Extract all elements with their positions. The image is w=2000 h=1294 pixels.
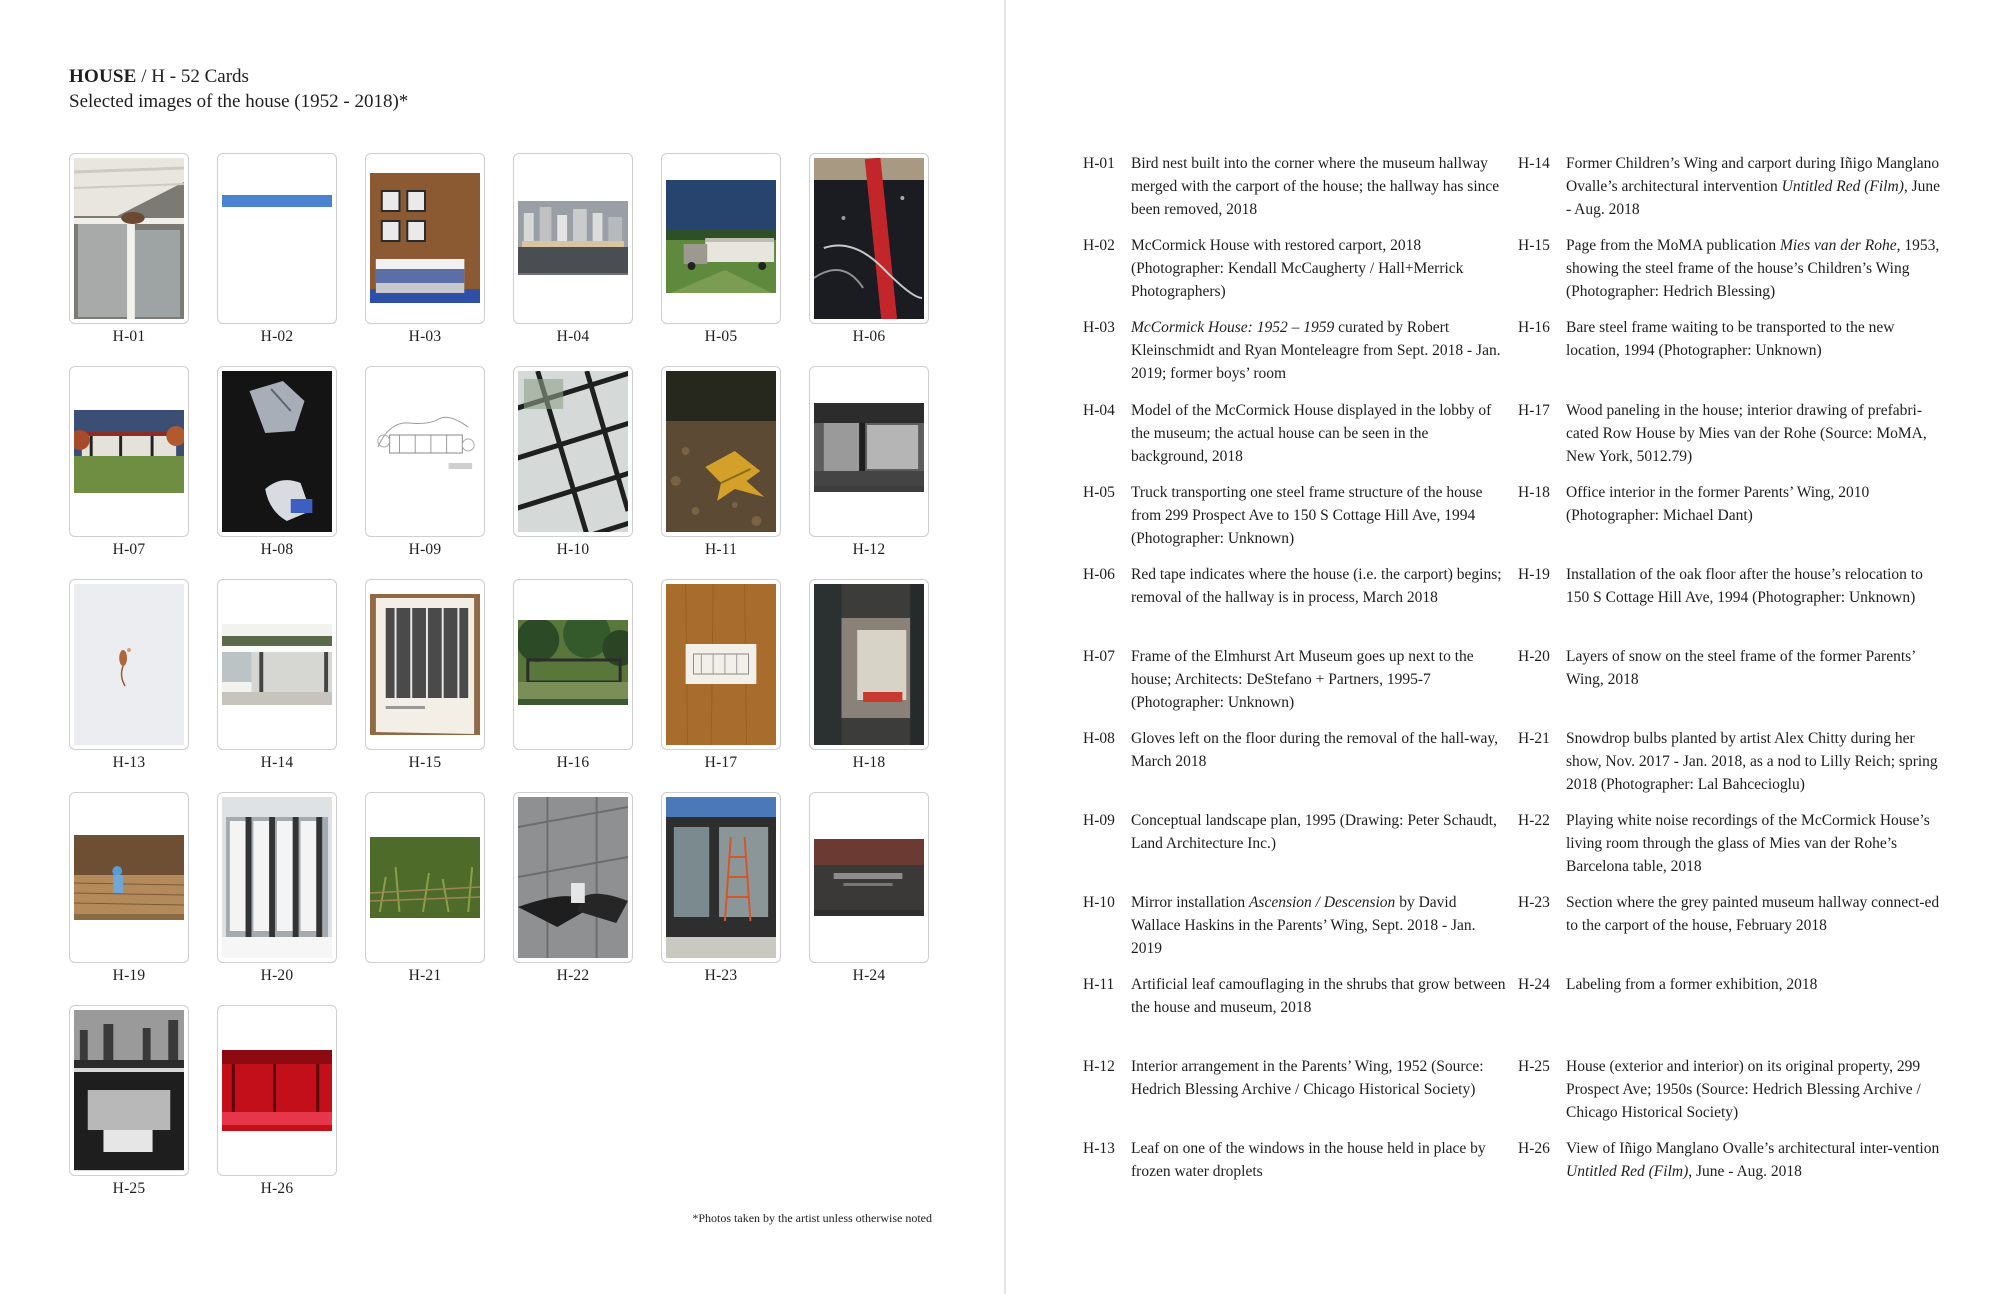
untitled-red-photo [222, 1050, 332, 1131]
caption-text [1566, 399, 1942, 468]
photo-card-h-17 [661, 579, 781, 750]
photo-card-h-25 [69, 1005, 189, 1176]
caption-text-run: McCormick House with restored carport, 2018 (Photographer: Kendall McCaugherty / Hall+Merrick Photographers) [1131, 237, 1464, 300]
caption-text [1131, 891, 1507, 960]
bw-exterior-interior-photo [74, 1010, 184, 1171]
caption-text-run: Interior arrangement in the Parents’ Wing, 1952 (Source: Hedrich Blessing Archive / Chicago Historical Society) [1131, 1058, 1484, 1098]
photo-card-h-02 [217, 153, 337, 324]
photo-card-h-13 [69, 579, 189, 750]
caption-text [1566, 563, 1942, 609]
caption-code: H-25 [1518, 1058, 1550, 1075]
card-label: H-15 [408, 754, 442, 771]
card-label: H-05 [704, 328, 738, 345]
caption-entry-h-13 [1083, 1137, 1507, 1183]
caption-text [1566, 152, 1942, 221]
caption-entry-h-09 [1083, 809, 1507, 855]
card-label: H-16 [556, 754, 590, 771]
photo-card-h-26 [217, 1005, 337, 1176]
caption-entry-h-26 [1518, 1137, 1942, 1183]
caption-entry-h-04 [1083, 399, 1507, 468]
caption-text [1566, 1137, 1942, 1183]
photo-card-h-04 [513, 153, 633, 324]
landscape-drawing-photo [370, 371, 480, 532]
card-label: H-07 [112, 541, 146, 558]
office-interior-photo [814, 584, 924, 745]
card-label: H-12 [852, 541, 886, 558]
caption-entry-h-18 [1518, 481, 1942, 527]
boys-room-bed-photo [370, 173, 480, 303]
caption-text [1566, 727, 1942, 796]
gloves-floor-photo [222, 371, 332, 532]
photo-card-h-07 [69, 366, 189, 537]
caption-code: H-06 [1083, 566, 1115, 583]
caption-code: H-08 [1083, 730, 1115, 747]
caption-code: H-03 [1083, 319, 1115, 336]
eave-corner-nest-photo [74, 158, 184, 319]
caption-code: H-05 [1083, 484, 1115, 501]
caption-entry-h-21 [1518, 727, 1942, 796]
truck-transport-photo [666, 180, 776, 293]
page-gutter [1004, 0, 1006, 1294]
caption-code: H-10 [1083, 894, 1115, 911]
caption-code: H-01 [1083, 155, 1115, 172]
caption-text-run: Gloves left on the floor during the removal of the hall-way, March 2018 [1131, 730, 1499, 770]
caption-entry-h-10 [1083, 891, 1507, 960]
photo-card-h-23 [661, 792, 781, 963]
caption-code: H-07 [1083, 648, 1115, 665]
caption-text [1131, 481, 1507, 550]
photo-card-h-21 [365, 792, 485, 963]
series-count: / H - 52 Cards [136, 66, 249, 87]
oak-floor-install-photo [74, 835, 184, 920]
caption-entry-h-14 [1518, 152, 1942, 221]
caption-text-run: Bird nest built into the corner where the museum hallway merged with the carport of the house; the hallway has since been removed, 2018 [1131, 155, 1500, 218]
card-label: H-10 [556, 541, 590, 558]
caption-text-run: , June - Aug. 2018 [1566, 178, 1941, 218]
caption-text-run: Artificial leaf camouflaging in the shrubs that grow between the house and museum, 2018 [1131, 976, 1506, 1016]
caption-text-run: Playing white noise recordings of the McCormick House’s living room through the glass of Mies van der Rohe’s Barcelona table, 2018 [1566, 812, 1930, 875]
caption-text-run: curated by Robert Kleinschmidt and Ryan Monteleagre from Sept. 2018 - Jan. 2019; former boys’ room [1131, 319, 1501, 382]
red-tape-floor-photo [814, 158, 924, 319]
caption-title-italic: Untitled Red (Film) [1781, 178, 1904, 195]
photo-card-h-19 [69, 792, 189, 963]
caption-code: H-18 [1518, 484, 1550, 501]
card-label: H-21 [408, 967, 442, 984]
caption-text-run: Truck transporting one steel frame structure of the house from 299 Prospect Ave to 150 S Cottage Hill Ave, 1994 (Photographer: Unknown) [1131, 484, 1483, 547]
caption-text [1566, 316, 1942, 362]
photo-card-h-10 [513, 366, 633, 537]
photo-card-h-24 [809, 792, 929, 963]
page-subtitle: Selected images of the house (1952 - 2018)* [69, 91, 409, 112]
page-heading [69, 64, 408, 114]
card-label: H-03 [408, 328, 442, 345]
caption-code: H-04 [1083, 402, 1115, 419]
caption-entry-h-16 [1518, 316, 1942, 362]
caption-entry-h-08 [1083, 727, 1507, 773]
caption-title-italic: Mies van der Rohe [1779, 237, 1897, 254]
caption-text [1131, 234, 1507, 303]
caption-entry-h-24 [1518, 973, 1942, 996]
card-label: H-22 [556, 967, 590, 984]
caption-entry-h-17 [1518, 399, 1942, 468]
caption-text [1131, 152, 1507, 221]
caption-code: H-16 [1518, 319, 1550, 336]
caption-text [1131, 1137, 1507, 1183]
photo-card-h-08 [217, 366, 337, 537]
card-label: H-09 [408, 541, 442, 558]
photo-card-h-09 [365, 366, 485, 537]
photo-card-h-03 [365, 153, 485, 324]
photo-card-h-22 [513, 792, 633, 963]
caption-text [1566, 481, 1942, 527]
caption-entry-h-25 [1518, 1055, 1942, 1124]
moma-book-page-photo [370, 594, 480, 735]
caption-text-run: by David Wallace Haskins in the Parents’ Wing, Sept. 2018 - Jan. 2019 [1131, 894, 1476, 957]
caption-text [1566, 1055, 1942, 1124]
caption-text [1566, 809, 1942, 878]
caption-text-run: Model of the McCormick House displayed in the lobby of the museum; the actual house can be seen in the background, 2018 [1131, 402, 1492, 465]
caption-code: H-19 [1518, 566, 1550, 583]
caption-code: H-13 [1083, 1140, 1115, 1157]
caption-text [1131, 563, 1507, 609]
caption-code: H-24 [1518, 976, 1550, 993]
childrens-wing-photo [222, 624, 332, 705]
photo-card-h-05 [661, 153, 781, 324]
hands-glass-reflection-photo [518, 797, 628, 958]
card-label: H-11 [704, 541, 738, 558]
card-label: H-01 [112, 328, 146, 345]
photo-card-h-01 [69, 153, 189, 324]
caption-text-run: Frame of the Elmhurst Art Museum goes up next to the house; Architects: DeStefano + Partners, 1995-7 (Photographer: Unknown) [1131, 648, 1474, 711]
card-label: H-08 [260, 541, 294, 558]
photo-card-h-14 [217, 579, 337, 750]
caption-code: H-14 [1518, 155, 1550, 172]
photo-card-h-11 [661, 366, 781, 537]
caption-text-run: Red tape indicates where the house (i.e. the carport) begins; removal of the hallway is in process, March 2018 [1131, 566, 1502, 606]
caption-title-italic: McCormick House: 1952 – 1959 [1131, 319, 1335, 336]
snowdrop-grass-photo [370, 837, 480, 918]
caption-text-run: Leaf on one of the windows in the house held in place by frozen water droplets [1131, 1140, 1486, 1180]
caption-text-run: Snowdrop bulbs planted by artist Alex Chitty during her show, Nov. 2017 - Jan. 2018, as a nod to Lilly Reich; spring 2018 (Photographer: Lal Bahcecioglu) [1566, 730, 1938, 793]
caption-text-run: Section where the grey painted museum hallway connect-ed to the carport of the house, February 2018 [1566, 894, 1940, 934]
card-grid [69, 153, 933, 1213]
caption-text [1566, 891, 1942, 937]
caption-entry-h-15 [1518, 234, 1942, 303]
card-label: H-24 [852, 967, 886, 984]
caption-text-run: Layers of snow on the steel frame of the former Parents’ Wing, 2018 [1566, 648, 1916, 688]
caption-text-run: Wood paneling in the house; interior drawing of prefabri-cated Row House by Mies van der Rohe (Source: MoMA, New York, 5012.79) [1566, 402, 1927, 465]
caption-code: H-26 [1518, 1140, 1550, 1157]
caption-text-run: House (exterior and interior) on its original property, 299 Prospect Ave; 1950s (Source: Hedrich Blessing Archive / Chicago Historical Society) [1566, 1058, 1921, 1121]
caption-entry-h-19 [1518, 563, 1942, 609]
caption-title-italic: Untitled Red (Film) [1566, 1163, 1689, 1180]
caption-text-run: Mirror installation [1131, 894, 1249, 911]
caption-text [1131, 973, 1507, 1019]
card-label: H-06 [852, 328, 886, 345]
caption-code: H-21 [1518, 730, 1550, 747]
caption-code: H-11 [1083, 976, 1115, 993]
bw-interior-photo [814, 403, 924, 492]
caption-code: H-17 [1518, 402, 1550, 419]
caption-text [1566, 234, 1942, 303]
caption-text [1131, 809, 1507, 855]
caption-text [1131, 645, 1507, 714]
card-label: H-02 [260, 328, 294, 345]
photo-card-h-06 [809, 153, 929, 324]
series-title [69, 64, 408, 89]
photo-card-h-20 [217, 792, 337, 963]
caption-text-run: Page from the MoMA publication [1566, 237, 1780, 254]
caption-entry-h-11 [1083, 973, 1507, 1019]
card-label: H-13 [112, 754, 146, 771]
caption-code: H-20 [1518, 648, 1550, 665]
caption-text [1131, 316, 1507, 385]
caption-code: H-12 [1083, 1058, 1115, 1075]
caption-text-run: Labeling from a former exhibition, 2018 [1566, 976, 1818, 993]
card-label: H-04 [556, 328, 590, 345]
caption-code: H-23 [1518, 894, 1550, 911]
card-label: H-19 [112, 967, 146, 984]
caption-entry-h-22 [1518, 809, 1942, 878]
card-label: H-20 [260, 967, 294, 984]
mirror-installation-photo [518, 371, 628, 532]
steel-frame-trees-photo [518, 620, 628, 705]
caption-text-run: Bare steel frame waiting to be transported to the new location, 1994 (Photographer: Unknown) [1566, 319, 1895, 359]
caption-entry-h-03 [1083, 316, 1507, 385]
wood-paneling-drawing-photo [666, 584, 776, 745]
caption-entry-h-01 [1083, 152, 1507, 221]
series-name: HOUSE [69, 66, 137, 87]
caption-text-run: View of Iñigo Manglano Ovalle’s architectural inter-vention [1566, 1140, 1940, 1157]
caption-text-run: Office interior in the former Parents’ Wing, 2010 (Photographer: Michael Dant) [1566, 484, 1870, 524]
caption-text [1566, 973, 1942, 996]
caption-entry-h-02 [1083, 234, 1507, 303]
card-label: H-14 [260, 754, 294, 771]
caption-text-run: Former Children’s Wing and carport during Iñigo Manglano Ovalle’s architectural intervention [1566, 155, 1940, 195]
hallway-ladder-photo [666, 797, 776, 958]
photo-card-h-12 [809, 366, 929, 537]
caption-title-italic: Ascension / Descension [1248, 894, 1396, 911]
caption-entry-h-07 [1083, 645, 1507, 714]
museum-frame-photo [74, 410, 184, 493]
caption-text-run: , 1953, showing the steel frame of the house’s Children’s Wing (Photographer: Hedrich Blessing) [1566, 237, 1940, 300]
caption-text-run: , June - Aug. 2018 [1688, 1163, 1802, 1180]
caption-code: H-02 [1083, 237, 1115, 254]
caption-entry-h-23 [1518, 891, 1942, 937]
caption-code: H-15 [1518, 237, 1550, 254]
card-label: H-23 [704, 967, 738, 984]
leaf-window-ice-photo [74, 584, 184, 745]
house-carport-sky-photo [222, 195, 332, 207]
card-label: H-18 [852, 754, 886, 771]
caption-code: H-22 [1518, 812, 1550, 829]
card-label: H-17 [704, 754, 738, 771]
exhibition-label-photo [814, 839, 924, 916]
photo-card-h-18 [809, 579, 929, 750]
caption-text-run: Installation of the oak floor after the house’s relocation to 150 S Cottage Hill Ave, 1994 (Photographer: Unknown) [1566, 566, 1923, 606]
card-label: H-25 [112, 1180, 146, 1197]
caption-entry-h-12 [1083, 1055, 1507, 1101]
snow-steel-frame-photo [222, 797, 332, 958]
caption-entry-h-05 [1083, 481, 1507, 550]
caption-entry-h-06 [1083, 563, 1507, 609]
card-label: H-26 [260, 1180, 294, 1197]
caption-entry-h-20 [1518, 645, 1942, 691]
caption-code: H-09 [1083, 812, 1115, 829]
caption-text [1131, 1055, 1507, 1101]
caption-text-run: Conceptual landscape plan, 1995 (Drawing: Peter Schaudt, Land Architecture Inc.) [1131, 812, 1497, 852]
photo-credit-footnote: *Photos taken by the artist unless otherwise noted [692, 1211, 932, 1225]
photo-card-h-16 [513, 579, 633, 750]
caption-text [1566, 645, 1942, 691]
photo-card-h-15 [365, 579, 485, 750]
caption-text [1131, 727, 1507, 773]
caption-text [1131, 399, 1507, 468]
leaf-camouflage-photo [666, 371, 776, 532]
lobby-model-photo [518, 201, 628, 275]
